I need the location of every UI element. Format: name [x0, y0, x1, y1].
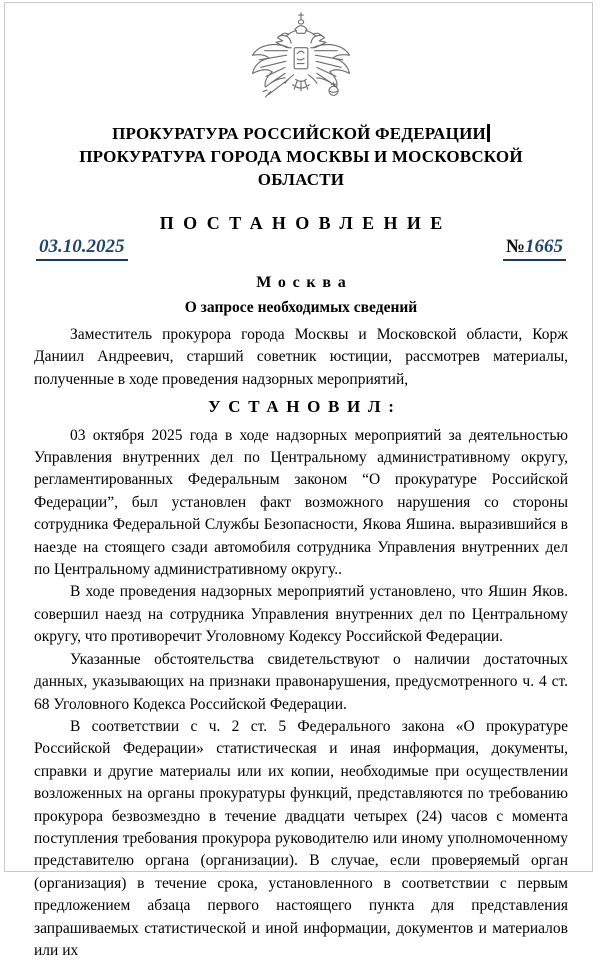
- text-cursor: [487, 124, 490, 142]
- number-value: 1665: [525, 236, 563, 257]
- requisites-row: [34, 236, 568, 261]
- doc-type-title: ПОСТАНОВЛЕНИЕ: [159, 213, 452, 233]
- doc-body: [34, 324, 568, 962]
- body-paragraph: 03 октября 2025 года в ходе надзорных мероприятий за деятельностью Управления внутренних дел по Центральному административному округу, регламентированных Федеральным законом “О прокуратуре Российской Федерации”, был установлен факт возможного нарушения со стороны сотрудника Федеральной Службы Безопасности, Якова Яшина. выразившийся в наезде на стоящего сзади автомобиля сотрудника Управления внутренних дел по Центральному административному округу..: [34, 426, 568, 579]
- doc-city: Москва: [256, 274, 353, 291]
- org-name-line2: ПРОКУРАТУРА ГОРОДА МОСКВЫ И МОСКОВСКОЙ ОБЛАСТИ: [79, 147, 523, 189]
- body-paragraph: Указанные обстоятельства свидетельствуют о наличии достаточных данных, указывающих на признаки правонарушения, предусмотренного ч. 4 ст. 68 Уголовного Кодекса Российской Федерации.: [34, 650, 568, 713]
- document-page[interactable]: [4, 2, 593, 959]
- doc-subject: О запросе необходимых сведений: [184, 299, 418, 316]
- resolution-heading: УСТАНОВИЛ:: [208, 397, 402, 417]
- doc-number: [503, 236, 566, 261]
- body-paragraph: В ходе проведения надзорных мероприятий установлено, что Яшин Яков. совершил наезд на сотрудника Управления внутренних дел по Центральному округу, что противоречит Уголовному Кодексу Российской Федерации.: [34, 583, 568, 646]
- doc-date: 03.10.2025: [36, 236, 128, 261]
- org-name-line1: ПРОКУРАТУРА РОССИЙСКОЙ ФЕДЕРАЦИИ: [34, 122, 568, 145]
- russian-coat-of-arms-icon: [248, 11, 354, 107]
- org-name-block: [34, 122, 568, 191]
- number-sign: №: [505, 236, 525, 257]
- preamble: Заместитель прокурора города Москвы и Московской области, Корж Даниил Андреевич, старший советник юстиции, рассмотрев материалы, полученные в ходе проведения надзорных мероприятий,: [34, 326, 568, 388]
- document-content: [5, 3, 592, 962]
- emblem-container: [34, 11, 568, 112]
- body-paragraph: В соответствии с ч. 2 ст. 5 Федерального закона «О прокуратуре Российской Федерации» статистическая и иная информация, документы, справки и другие материалы или их копии, необходимые при осуществлении возложенных на органы прокуратуры функций, представляются по требованию прокурора безвозмездно в течение двадцати четырех (24) часов с момента поступления требования прокурора руководителю или иному уполномоченному представителю органа (организации). В случае, если проверяемый орган (организация) в течение срока, установленного в соответствии с первым предложением абзаца первого настоящего пункта для представления запрашиваемых статистической и иной информации, документов и материалов или их: [34, 717, 568, 959]
